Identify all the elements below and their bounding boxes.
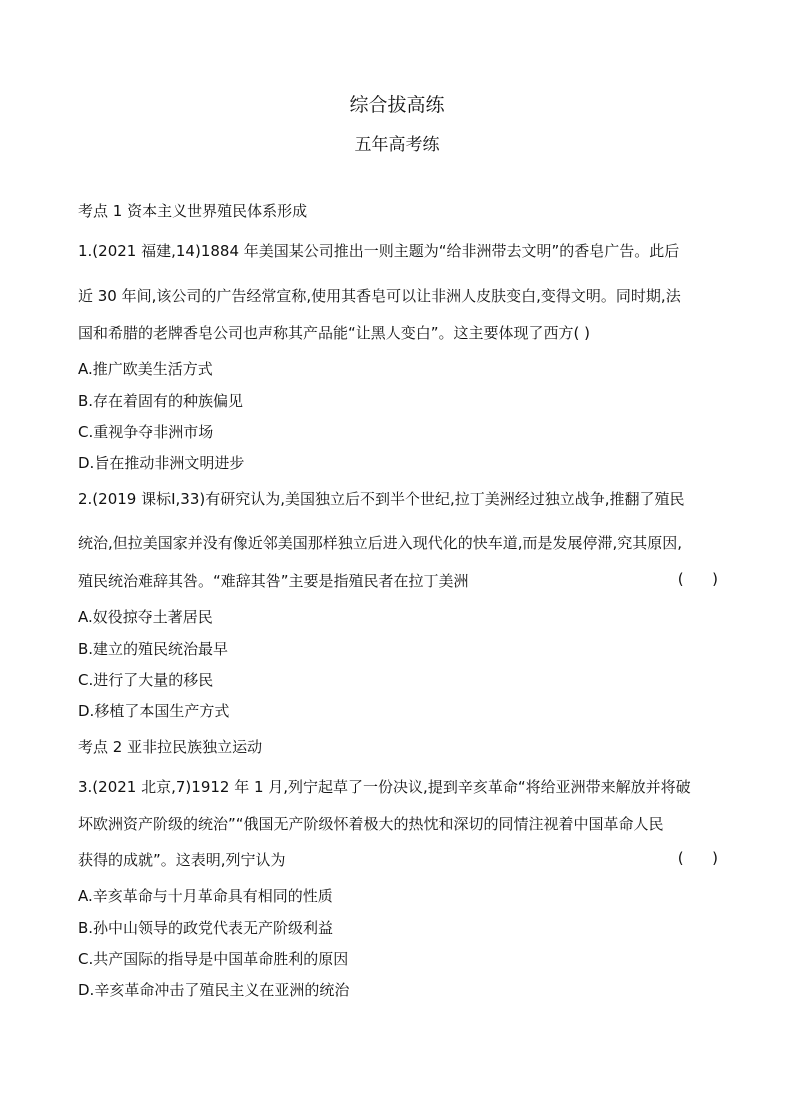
answer-option: A.推广欧美生活方式 bbox=[78, 360, 213, 378]
answer-option: D.旨在推动非洲文明进步 bbox=[78, 454, 245, 472]
answer-blank: ( ) bbox=[677, 849, 718, 867]
page-subtitle: 五年高考练 bbox=[354, 135, 440, 155]
question-text: 1.(2021 福建,14)1884 年美国某公司推出一则主题为“给非洲带去文明”的香皂广告。此后 bbox=[78, 242, 680, 260]
question-text: 统治,但拉美国家并没有像近邻美国那样独立后进入现代化的快车道,而是发展停滞,究其原因, bbox=[78, 534, 683, 552]
answer-option: C.重视争夺非洲市场 bbox=[78, 423, 214, 441]
question-text: 2.(2019 课标Ⅰ,33)有研究认为,美国独立后不到半个世纪,拉丁美洲经过独立战争,推翻了殖民 bbox=[78, 490, 685, 508]
answer-option: D.移植了本国生产方式 bbox=[78, 702, 230, 720]
answer-blank: ( ) bbox=[677, 570, 718, 588]
question-text: 坏欧洲资产阶级的统治”“俄国无产阶级怀着极大的热忱和深切的同情注视着中国革命人民 bbox=[78, 815, 664, 833]
question-text: 殖民统治难辞其咎。“难辞其咎”主要是指殖民者在拉丁美洲 bbox=[78, 572, 469, 590]
answer-option: C.共产国际的指导是中国革命胜利的原因 bbox=[78, 950, 349, 968]
section-heading: 考点 1 资本主义世界殖民体系形成 bbox=[78, 202, 308, 220]
question-text: 近 30 年间,该公司的广告经常宣称,使用其香皂可以让非洲人皮肤变白,变得文明。同时期,法 bbox=[78, 287, 681, 305]
answer-option: A.辛亥革命与十月革命具有相同的性质 bbox=[78, 887, 333, 905]
question-text: 获得的成就”。这表明,列宁认为 bbox=[78, 851, 286, 869]
answer-option: B.孙中山领导的政党代表无产阶级利益 bbox=[78, 919, 334, 937]
answer-option: B.存在着固有的种族偏见 bbox=[78, 392, 244, 410]
answer-option: B.建立的殖民统治最早 bbox=[78, 640, 229, 658]
page-title: 综合拔高练 bbox=[349, 94, 445, 116]
answer-option: D.辛亥革命冲击了殖民主义在亚洲的统治 bbox=[78, 981, 350, 999]
question-text: 3.(2021 北京,7)1912 年 1 月,列宁起草了一份决议,提到辛亥革命“将给亚洲带来解放并将破 bbox=[78, 778, 691, 796]
answer-option: A.奴役掠夺土著居民 bbox=[78, 608, 213, 626]
section-heading: 考点 2 亚非拉民族独立运动 bbox=[78, 738, 263, 756]
question-text: 国和希腊的老牌香皂公司也声称其产品能“让黑人变白”。这主要体现了西方( ) bbox=[78, 324, 591, 342]
answer-option: C.进行了大量的移民 bbox=[78, 671, 214, 689]
